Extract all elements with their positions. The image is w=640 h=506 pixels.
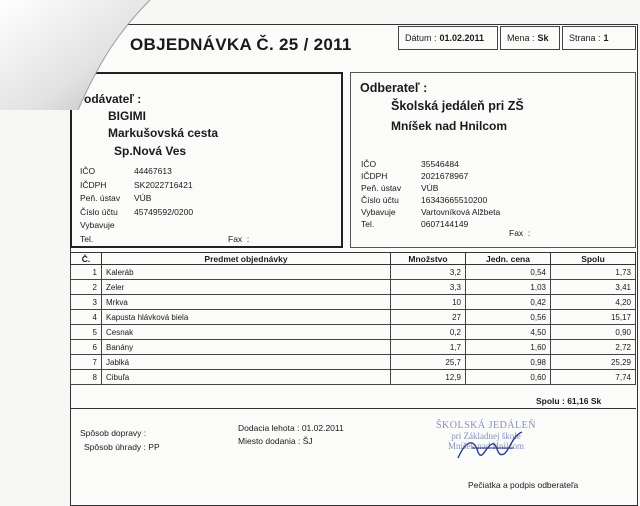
payment-method [84,442,160,452]
total-value: 61,16 Sk [567,396,602,406]
row-quantity: 3,3 [391,280,466,295]
row-quantity: 12,9 [391,370,466,385]
row-number: 7 [71,355,102,370]
row-number: 3 [71,295,102,310]
page-curl-fold [0,0,150,110]
customer-box [350,72,636,248]
row-number: 4 [71,310,102,325]
row-total: 15,17 [551,310,636,325]
payment-label: Spôsob úhrady : [84,442,146,452]
row-unit-price: 0,54 [466,265,551,280]
page-label: Strana : [569,33,601,43]
customer-field-value: 2021678967 [421,171,469,181]
row-quantity: 0,2 [391,325,466,340]
col-quantity: Množstvo [391,253,466,265]
supplier-field-value: SK2022716421 [134,179,193,190]
date-value: 01.02.2011 [439,33,485,43]
row-number: 1 [71,265,102,280]
page-number-box [562,26,636,50]
supplier-field-label: Vybavuje [80,220,115,230]
supplier-city: Sp.Nová Ves [114,144,187,158]
supplier-field-value: VÚB [134,193,152,203]
table-row [71,370,636,385]
row-total: 4,20 [551,295,636,310]
supplier-field-label: IČO [80,166,96,176]
customer-field-label: Tel. [361,219,375,229]
row-unit-price: 0,98 [466,355,551,370]
delivery-label: Dodacia lehota : [238,423,300,433]
items-table [70,252,636,385]
row-number: 5 [71,325,102,340]
customer-field-value: VÚB [421,183,439,193]
supplier-fax: Fax : [228,234,250,244]
row-total: 25,29 [551,355,636,370]
supplier-field-value: 45749592/0200 [134,206,194,217]
page-value: 1 [603,33,609,43]
delivery-term [238,423,344,433]
customer-field-value: Vartovníková Alžbeta [421,207,501,217]
table-row [71,355,636,370]
row-item: Zeler [102,280,391,295]
col-unit-price: Jedn. cena [466,253,551,265]
row-number: 2 [71,280,102,295]
currency-label: Mena : [507,33,535,43]
customer-fax: Fax : [509,228,531,238]
stamp-signature-label: Pečiatka a podpis odberateľa [468,480,579,490]
row-total: 2,72 [551,340,636,355]
col-total: Spolu [551,253,636,265]
row-item: Cesnak [102,325,391,340]
row-item: Jablká [102,355,391,370]
place-value: ŠJ [302,436,313,446]
col-item: Predmet objednávky [102,253,391,265]
customer-field-value: 35546484 [421,159,459,169]
transport-method [80,428,146,438]
row-total: 3,41 [551,280,636,295]
supplier-field-label: IČDPH [80,179,107,190]
table-row [71,325,636,340]
row-item: Cibuľa [102,370,391,385]
row-unit-price: 0,42 [466,295,551,310]
row-item: Kapusta hlávková biela [102,310,391,325]
row-total: 7,74 [551,370,636,385]
customer-field-label: IČDPH [361,171,388,181]
page-title: OBJEDNÁVKA Č. 25 / 2011 [130,35,352,54]
stamp-line-2: pri Základnej škole [451,431,521,441]
supplier-field-label: Číslo účtu [80,206,118,217]
table-row [71,295,636,310]
row-unit-price: 1,03 [466,280,551,295]
table-row [71,310,636,325]
supplier-heading: odávateľ : [84,92,142,106]
order-total [536,396,601,406]
customer-name: Školská jedáleň pri ZŠ [391,99,524,113]
signature-scribble [452,428,532,468]
table-row [71,280,636,295]
table-header-row [71,253,636,265]
payment-value: PP [148,442,160,452]
items-body [71,265,636,385]
date-box [398,26,498,50]
row-quantity: 10 [391,295,466,310]
supplier-street: Markušovská cesta [108,126,219,140]
stamp-line-1: ŠKOLSKÁ JEDÁLEŇ [436,420,536,431]
currency-value: Sk [537,33,549,43]
customer-field-label: Peň. ústav [361,183,402,193]
row-quantity: 25,7 [391,355,466,370]
row-item: Kaleráb [102,265,391,280]
supplier-field-value: 44467613 [134,166,172,176]
delivery-value: 01.02.2011 [301,423,344,433]
row-item: Banány [102,340,391,355]
row-number: 6 [71,340,102,355]
supplier-fax-label: Fax [228,234,243,244]
customer-field-label: Číslo účtu [361,195,399,205]
currency-box [500,26,560,50]
row-total: 1,73 [551,265,636,280]
row-unit-price: 0,56 [466,310,551,325]
customer-field-label: IČO [361,159,377,169]
col-number: Č. [71,253,102,265]
row-number: 8 [71,370,102,385]
row-total: 0,90 [551,325,636,340]
row-quantity: 27 [391,310,466,325]
date-label: Dátum : [405,33,437,43]
customer-field-label: Vybavuje [361,207,396,217]
delivery-place [238,436,313,446]
row-unit-price: 4,50 [466,325,551,340]
customer-field-value: 0607144149 [421,219,469,229]
row-item: Mrkva [102,295,391,310]
table-row [71,340,636,355]
customer-fax-label: Fax [509,228,524,238]
table-row [71,265,636,280]
place-label: Miesto dodania : [238,436,301,446]
supplier-field-label: Peň. ústav [80,193,121,203]
customer-heading: Odberateľ : [360,81,428,95]
supplier-name: BIGIMI [108,109,146,123]
total-label: Spolu : [536,396,565,406]
transport-label: Spôsob dopravy : [80,428,147,438]
stamp-line-3: Mníšek nad Hnilcom [448,441,524,451]
supplier-field-label: Tel. [80,233,94,244]
row-quantity: 1,7 [391,340,466,355]
customer-city: Mníšek nad Hnilcom [391,119,508,133]
customer-field-value: 16343665510200 [421,195,488,205]
row-unit-price: 0,60 [466,370,551,385]
row-unit-price: 1,60 [466,340,551,355]
row-quantity: 3,2 [391,265,466,280]
